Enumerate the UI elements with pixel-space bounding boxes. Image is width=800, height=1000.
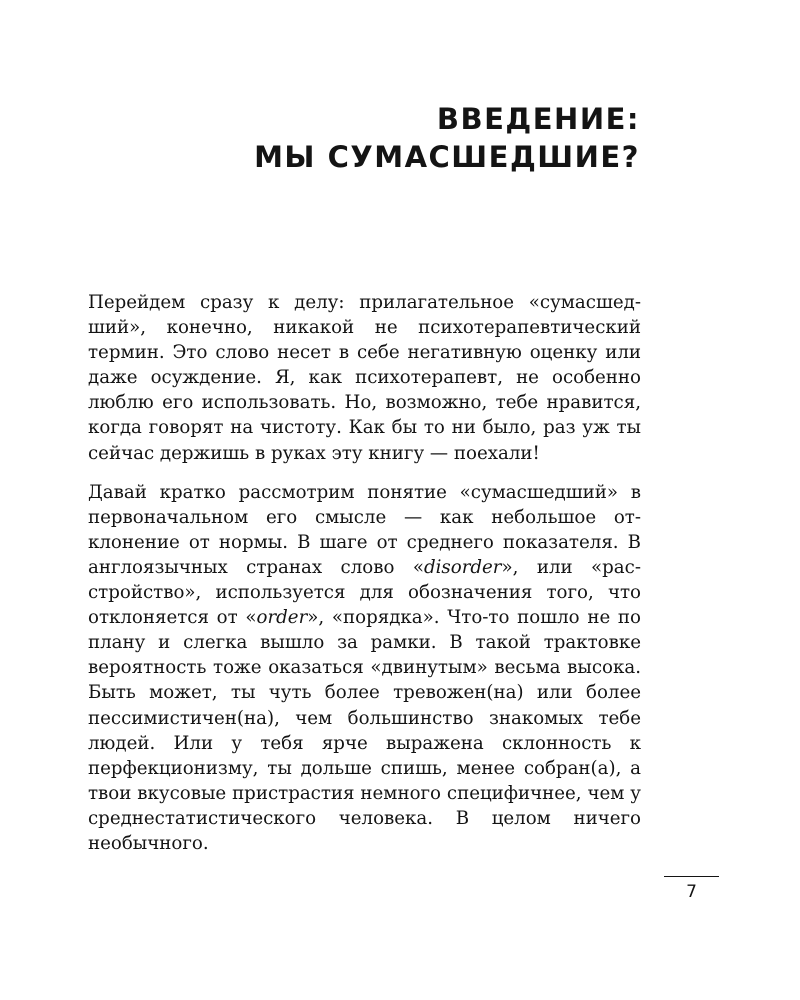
paragraph-1-text: Перейдем сразу к делу: прилагательное «сумасшедший», конечно, никакой не психотерапевтический термин. Это слово несет в себе негативную оценку или даже осуждение. Я, как психотерапевт, не особенно люблю его использовать. Но, возможно, тебе нравится, когда говорят на чистоту. Как бы то ни было, раз уж ты сейчас держишь в руках эту книгу — поехали! — [88, 292, 641, 464]
paragraph-1 — [88, 290, 641, 466]
page-number: 7 — [686, 882, 697, 902]
term-disorder: disorder — [423, 556, 502, 578]
term-order: order — [256, 607, 308, 629]
body-text — [88, 290, 641, 870]
paragraph-2 — [88, 480, 641, 856]
paragraph-2-text-a: Давай кратко рассмотрим понятие «сумасшедший» в первоначальном его смысле — как небольшое отклонение от нормы. В шаге от среднего показателя. В англоязычных странах слово « — [88, 481, 641, 578]
paragraph-2-text-c: », «порядка». Что-то пошло не по плану и слегка вышло за рамки. В такой трактовке вероятность тоже оказаться «двинутым» весьма высока. Быть может, ты чуть более тревожен(на) или более пессимистичен(на), чем большинство знакомых тебе людей. Или у тебя ярче выражена склонность к перфекционизму, ты дольше спишь, менее собран(а), а твои вкусовые пристрастия немного специфичнее, чем у среднестатистического человека. В целом ничего необычного. — [88, 607, 641, 854]
chapter-title — [254, 100, 640, 176]
chapter-title-line-2: МЫ СУМАСШЕДШИЕ? — [254, 140, 640, 174]
paragraph-2-text-b: », или «расстройство», используется для обозначения того, что отклоняется от « — [88, 556, 641, 629]
chapter-title-line-1: ВВЕДЕНИЕ: — [436, 102, 640, 136]
page-number-rule — [664, 876, 719, 877]
